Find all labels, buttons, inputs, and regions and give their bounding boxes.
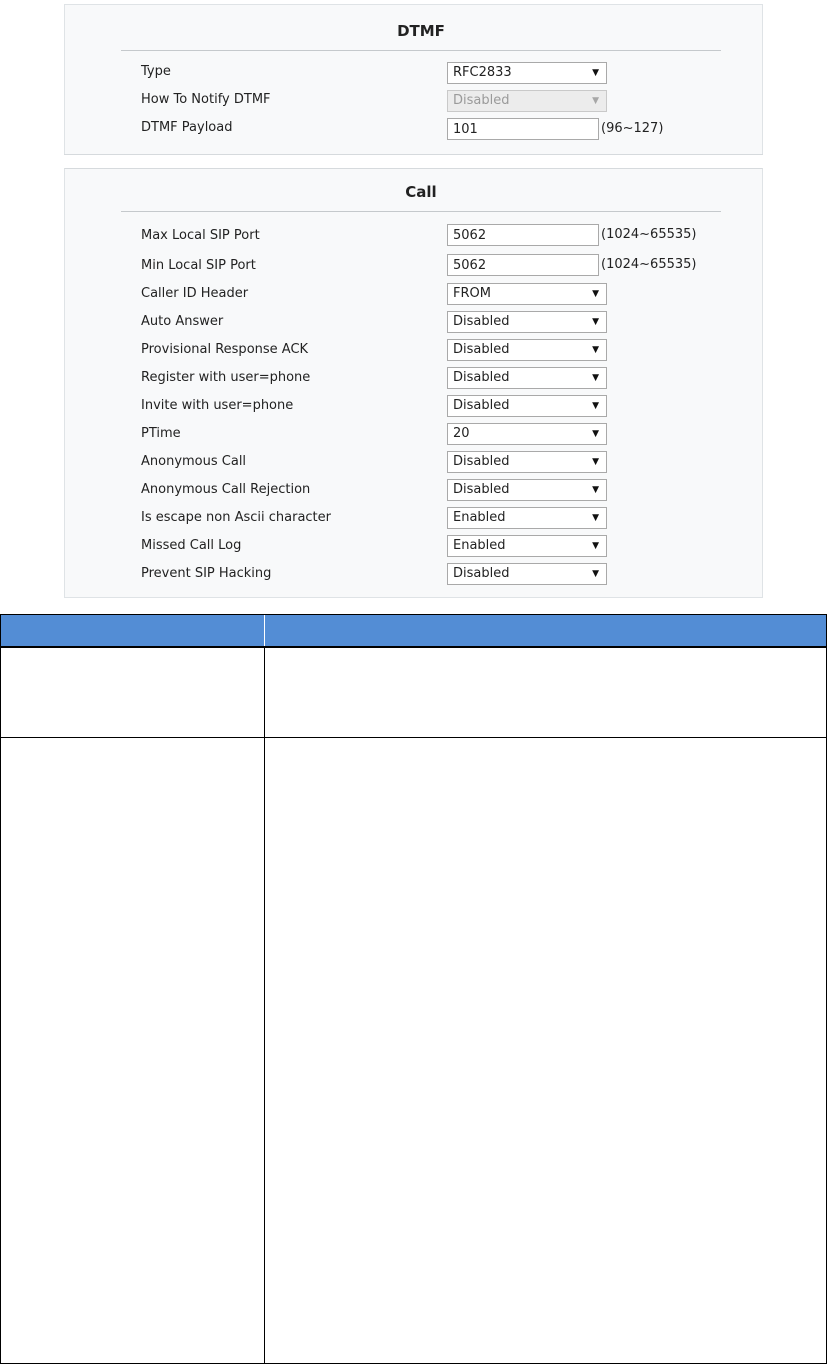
table-row-2	[0, 738, 827, 1364]
min-local-sip-port-label: Min Local SIP Port	[141, 258, 256, 273]
dtmf-panel	[64, 4, 763, 156]
register-with-user-phone-label: Register with user=phone	[141, 370, 311, 385]
table-header-divider	[0, 646, 827, 647]
max-local-sip-port-range: (1024~65535)	[601, 227, 697, 242]
how-to-notify-dtmf-select	[447, 90, 607, 112]
invite-with-user-phone-value: Disabled	[453, 398, 510, 413]
min-local-sip-port-input[interactable]	[447, 254, 599, 276]
invite-with-user-phone-label: Invite with user=phone	[141, 398, 294, 413]
anonymous-call-rejection-select[interactable]	[447, 479, 607, 501]
table-column-divider	[264, 646, 265, 738]
triangle-down-icon: ▼	[592, 373, 599, 383]
panel-separator	[64, 154, 763, 168]
call-section-divider	[121, 211, 721, 212]
missed-call-log-select[interactable]	[447, 535, 607, 557]
provisional-response-ack-select[interactable]	[447, 339, 607, 361]
triangle-down-icon: ▼	[592, 345, 599, 355]
triangle-down-icon: ▼	[592, 485, 599, 495]
register-with-user-phone-value: Disabled	[453, 370, 510, 385]
dtmf-payload-label: DTMF Payload	[141, 120, 233, 135]
auto-answer-value: Disabled	[453, 314, 510, 329]
max-local-sip-port-input[interactable]	[447, 224, 599, 246]
triangle-down-icon: ▼	[592, 541, 599, 551]
anonymous-call-value: Disabled	[453, 454, 510, 469]
prevent-sip-hacking-label: Prevent SIP Hacking	[141, 566, 272, 581]
call-panel	[64, 168, 763, 598]
ptime-value: 20	[453, 426, 470, 441]
dtmf-section-title: DTMF	[397, 22, 445, 40]
triangle-down-icon: ▼	[592, 289, 599, 299]
table-column-divider	[264, 738, 265, 1363]
anonymous-call-rejection-label: Anonymous Call Rejection	[141, 482, 311, 497]
table-row-1	[0, 646, 827, 738]
missed-call-log-value: Enabled	[453, 538, 506, 553]
type-select-value: RFC2833	[453, 65, 512, 80]
provisional-response-ack-label: Provisional Response ACK	[141, 342, 309, 357]
caller-id-header-value: FROM	[453, 286, 491, 301]
dtmf-payload-range: (96~127)	[601, 121, 664, 136]
triangle-down-icon: ▼	[592, 457, 599, 467]
table-header-cell-2	[266, 615, 826, 647]
triangle-down-icon: ▼	[592, 68, 599, 78]
triangle-down-icon: ▼	[592, 96, 599, 106]
escape-non-ascii-select[interactable]	[447, 507, 607, 529]
type-label: Type	[141, 64, 171, 79]
call-section-title: Call	[405, 183, 437, 201]
prevent-sip-hacking-select[interactable]	[447, 563, 607, 585]
triangle-down-icon: ▼	[592, 317, 599, 327]
register-with-user-phone-select[interactable]	[447, 367, 607, 389]
triangle-down-icon: ▼	[592, 401, 599, 411]
min-local-sip-port-range: (1024~65535)	[601, 257, 697, 272]
invite-with-user-phone-select[interactable]	[447, 395, 607, 417]
dtmf-section-divider	[121, 50, 721, 51]
ptime-label: PTime	[141, 426, 181, 441]
triangle-down-icon: ▼	[592, 429, 599, 439]
prevent-sip-hacking-value: Disabled	[453, 566, 510, 581]
anonymous-call-select[interactable]	[447, 451, 607, 473]
table-header-cell-1	[1, 615, 265, 647]
dtmf-payload-input[interactable]	[447, 118, 599, 140]
auto-answer-select[interactable]	[447, 311, 607, 333]
anonymous-call-label: Anonymous Call	[141, 454, 247, 469]
max-local-sip-port-label: Max Local SIP Port	[141, 228, 260, 243]
ptime-select[interactable]	[447, 423, 607, 445]
anonymous-call-rejection-value: Disabled	[453, 482, 510, 497]
caller-id-header-label: Caller ID Header	[141, 286, 249, 301]
triangle-down-icon: ▼	[592, 513, 599, 523]
escape-non-ascii-label: Is escape non Ascii character	[141, 510, 331, 525]
caller-id-header-select[interactable]	[447, 283, 607, 305]
how-to-notify-dtmf-value: Disabled	[453, 93, 510, 108]
auto-answer-label: Auto Answer	[141, 314, 224, 329]
type-select[interactable]	[447, 62, 607, 84]
how-to-notify-dtmf-label: How To Notify DTMF	[141, 92, 271, 107]
missed-call-log-label: Missed Call Log	[141, 538, 242, 553]
triangle-down-icon: ▼	[592, 569, 599, 579]
table-header-row	[1, 615, 826, 647]
provisional-response-ack-value: Disabled	[453, 342, 510, 357]
escape-non-ascii-value: Enabled	[453, 510, 506, 525]
